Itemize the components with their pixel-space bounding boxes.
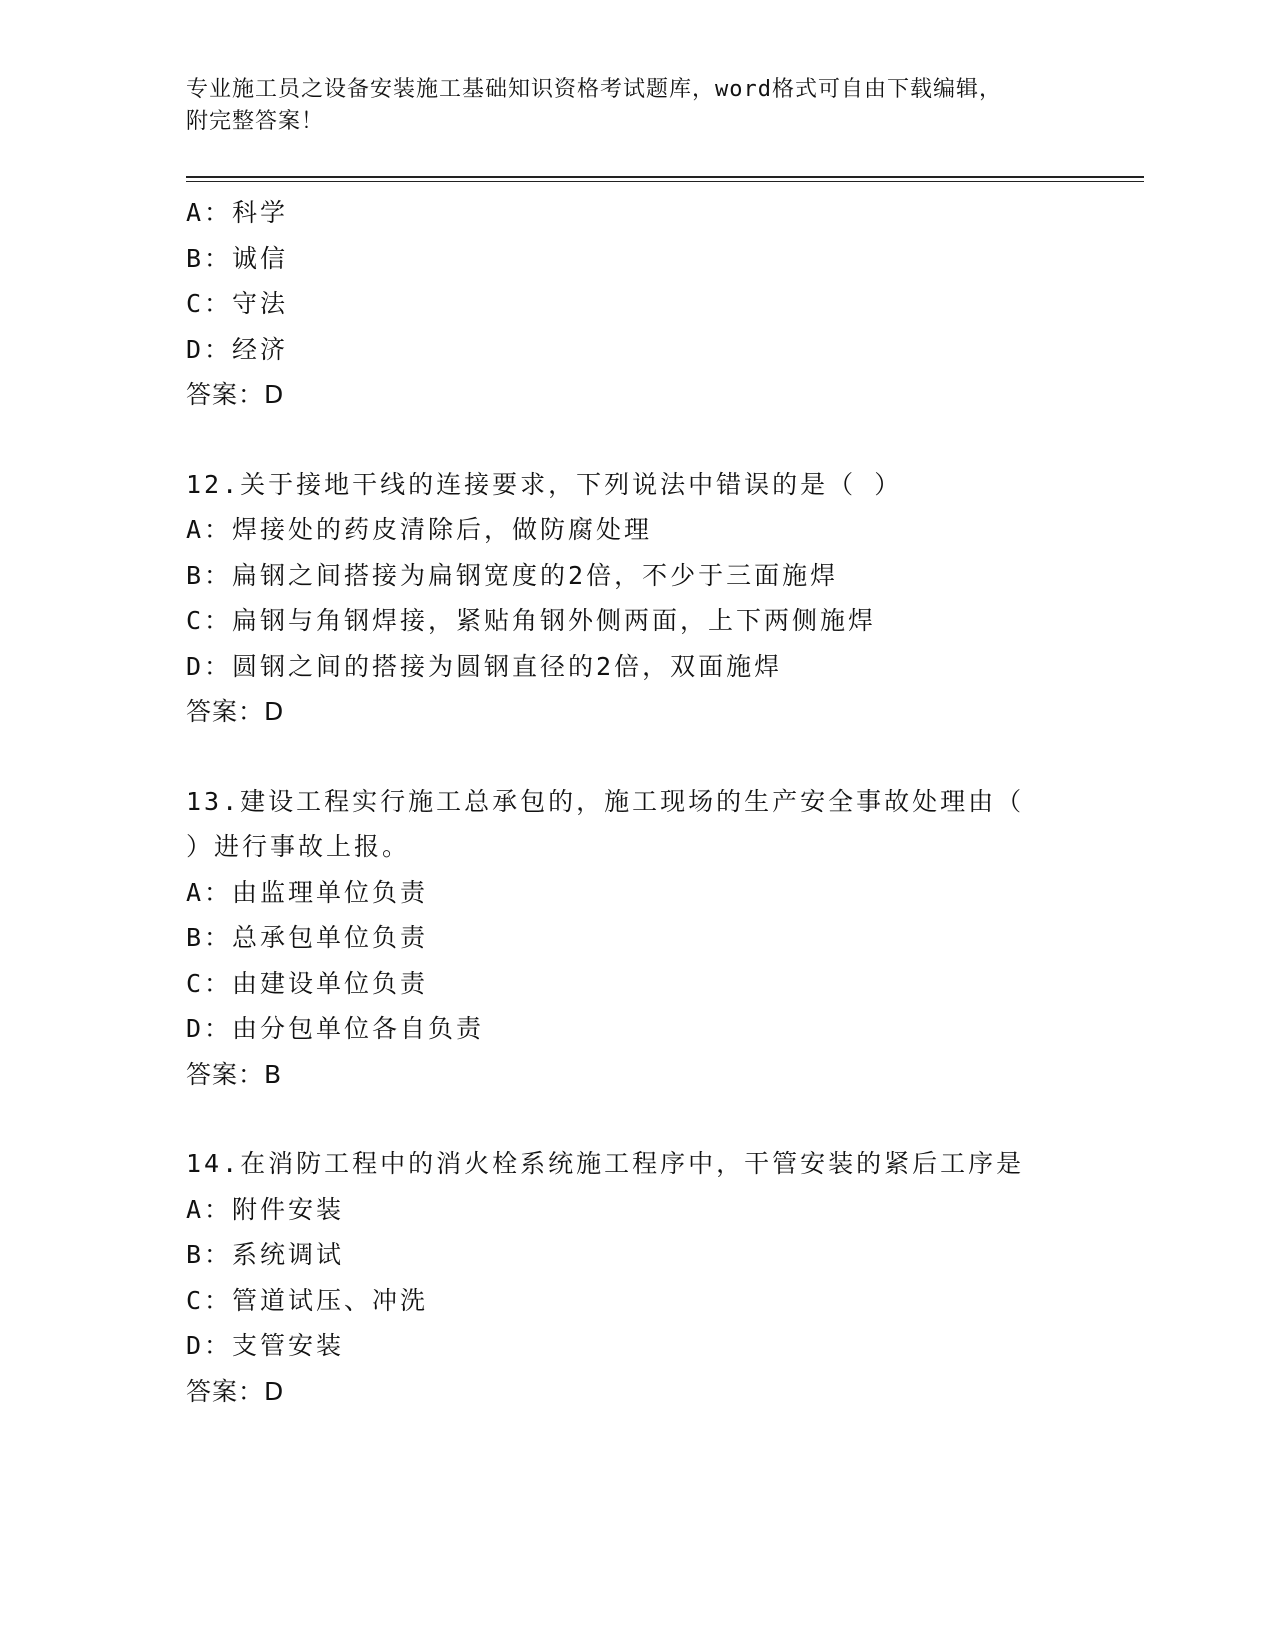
option-a: A：附件安装 xyxy=(186,1194,345,1224)
option-a: A：科学 xyxy=(186,198,289,227)
option-b: B：系统调试 xyxy=(186,1240,345,1269)
option-a: A：焊接处的药皮清除后，做防腐处理 xyxy=(186,515,653,544)
answer: 答案：B xyxy=(186,1059,283,1089)
question-stem-line-1: 13.建设工程实行施工总承包的，施工现场的生产安全事故处理由（ xyxy=(186,786,1025,816)
question-stem-line-2: ）进行事故上报。 xyxy=(186,832,411,861)
question-stem: 12.关于接地干线的连接要求，下列说法中错误的是（ ） xyxy=(186,469,903,499)
question-13 xyxy=(186,779,1086,1098)
header-line-2: 附完整答案！ xyxy=(186,109,325,134)
question-11 xyxy=(186,190,1086,418)
header-divider-thick xyxy=(186,176,1144,178)
option-c: C：管道试压、冲洗 xyxy=(186,1285,429,1315)
option-b: B：扁钢之间搭接为扁钢宽度的2倍，不少于三面施焊 xyxy=(186,560,839,590)
option-a: A：由监理单位负责 xyxy=(186,877,429,907)
option-c: C：扁钢与角钢焊接，紧贴角钢外侧两面，上下两侧施焊 xyxy=(186,606,877,635)
option-b: B：总承包单位负责 xyxy=(186,923,429,952)
option-d: D：经济 xyxy=(186,334,289,364)
option-b: B：诚信 xyxy=(186,243,289,273)
header-line-1: 专业施工员之设备安装施工基础知识资格考试题库，word格式可自由下载编辑， xyxy=(186,77,1002,102)
question-stem: 14.在消防工程中的消火栓系统施工程序中，干管安装的紧后工序是 xyxy=(186,1149,1025,1178)
question-list xyxy=(186,190,1086,1414)
answer: 答案：D xyxy=(186,1376,285,1406)
document-header xyxy=(186,74,1086,138)
question-12 xyxy=(186,462,1086,735)
option-c: C：由建设单位负责 xyxy=(186,968,429,998)
question-14 xyxy=(186,1141,1086,1414)
header-divider-thin xyxy=(186,181,1144,182)
option-d: D：支管安装 xyxy=(186,1331,345,1360)
answer: 答案：D xyxy=(186,697,285,726)
option-c: C：守法 xyxy=(186,289,289,318)
answer: 答案：D xyxy=(186,380,285,409)
option-d: D：圆钢之间的搭接为圆钢直径的2倍，双面施焊 xyxy=(186,651,783,681)
option-d: D：由分包单位各自负责 xyxy=(186,1014,485,1043)
